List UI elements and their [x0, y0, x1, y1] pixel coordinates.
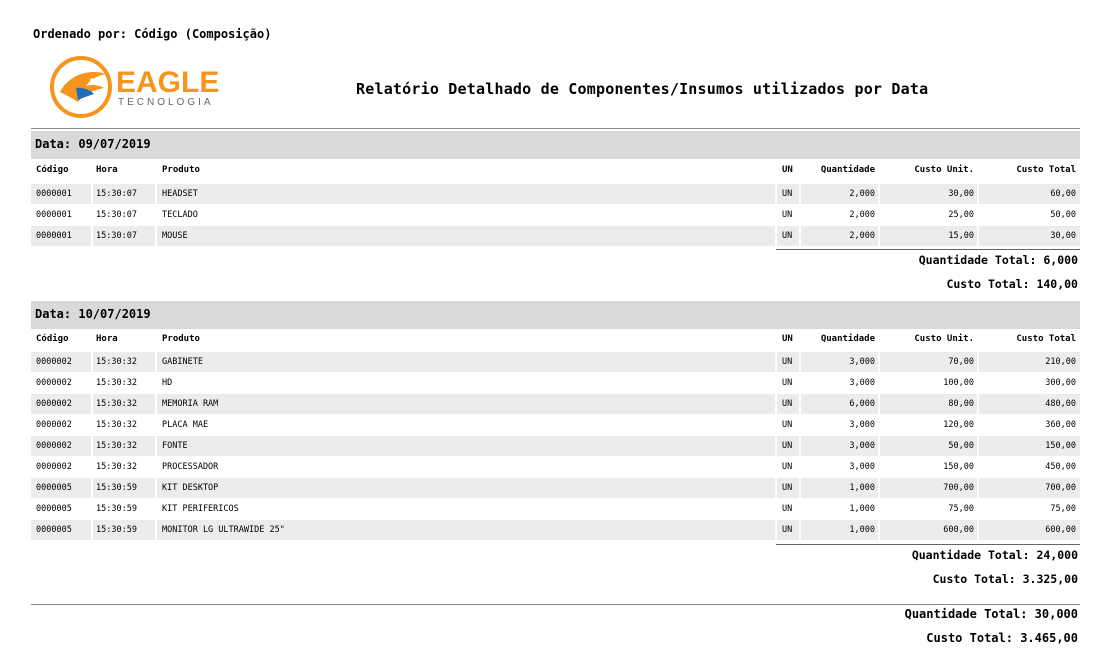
group-quantity-total: Quantidade Total: 24,000	[911, 548, 1078, 562]
cell-codigo: 0000002	[36, 420, 72, 430]
cell-un: UN	[782, 483, 793, 493]
cell-un: UN	[782, 357, 793, 367]
cell-custo_unit: 100,00	[943, 378, 974, 388]
cell-un: UN	[782, 441, 793, 451]
cell-produto: KIT DESKTOP	[162, 483, 219, 493]
cell-un: UN	[782, 525, 793, 535]
cell-custo_unit: 25,00	[948, 210, 974, 220]
cell-custo_unit: 75,00	[948, 504, 974, 514]
cell-codigo: 0000005	[36, 525, 72, 535]
cell-custo_unit: 150,00	[943, 462, 974, 472]
cell-custo_unit: 120,00	[943, 420, 974, 430]
cell-produto: PLACA MAE	[162, 420, 209, 430]
cell-custo_total: 210,00	[1045, 357, 1076, 367]
cell-codigo: 0000005	[36, 483, 72, 493]
cell-un: UN	[782, 210, 793, 220]
date-group-header	[31, 131, 1080, 159]
column-header-codigo: Código	[36, 165, 69, 175]
group-quantity-total: Quantidade Total: 6,000	[918, 253, 1078, 267]
column-header-codigo: Código	[36, 334, 69, 344]
cell-quantidade: 2,000	[849, 189, 875, 199]
table-row	[31, 520, 1080, 541]
table-row	[31, 436, 1080, 457]
cell-codigo: 0000002	[36, 378, 72, 388]
column-header-un: UN	[782, 334, 793, 344]
column-header-hora: Hora	[96, 165, 118, 175]
cell-codigo: 0000002	[36, 357, 72, 367]
cell-un: UN	[782, 420, 793, 430]
cell-hora: 15:30:32	[96, 399, 137, 409]
cell-custo_total: 150,00	[1045, 441, 1076, 451]
cell-produto: KIT PERIFERICOS	[162, 504, 239, 514]
subtotal-divider	[776, 544, 1080, 545]
cell-un: UN	[782, 399, 793, 409]
table-row	[31, 226, 1080, 247]
cell-codigo: 0000002	[36, 462, 72, 472]
date-group-label: Data: 09/07/2019	[35, 137, 151, 151]
cell-produto: MONITOR LG ULTRAWIDE 25"	[162, 525, 285, 535]
column-header-quantidade: Quantidade	[820, 334, 875, 344]
cell-custo_total: 700,00	[1045, 483, 1076, 493]
cell-produto: MEMORIA RAM	[162, 399, 219, 409]
cell-quantidade: 2,000	[849, 231, 875, 241]
cell-un: UN	[782, 462, 793, 472]
cell-custo_unit: 80,00	[948, 399, 974, 409]
cell-codigo: 0000001	[36, 210, 72, 220]
cell-custo_unit: 700,00	[943, 483, 974, 493]
eagle-logo-icon	[48, 54, 228, 120]
cell-quantidade: 3,000	[849, 441, 875, 451]
cell-quantidade: 3,000	[849, 462, 875, 472]
cell-produto: FONTE	[162, 441, 188, 451]
cell-quantidade: 1,000	[849, 525, 875, 535]
cell-hora: 15:30:07	[96, 189, 137, 199]
cell-produto: TECLADO	[162, 210, 198, 220]
header-divider	[31, 128, 1080, 129]
group-cost-total: Custo Total: 3.325,00	[932, 572, 1078, 586]
cell-un: UN	[782, 189, 793, 199]
cell-codigo: 0000001	[36, 189, 72, 199]
cell-un: UN	[782, 378, 793, 388]
cell-hora: 15:30:59	[96, 504, 137, 514]
ordered-by-label: Ordenado por: Código (Composição)	[33, 27, 272, 41]
cell-custo_total: 450,00	[1045, 462, 1076, 472]
cell-quantidade: 2,000	[849, 210, 875, 220]
table-header	[31, 334, 1080, 350]
cell-produto: GABINETE	[162, 357, 203, 367]
cell-codigo: 0000005	[36, 504, 72, 514]
grand-cost-total: Custo Total: 3.465,00	[926, 631, 1078, 645]
column-header-produto: Produto	[162, 165, 200, 175]
column-header-custo_unit: Custo Unit.	[914, 165, 974, 175]
column-header-un: UN	[782, 165, 793, 175]
cell-hora: 15:30:59	[96, 483, 137, 493]
table-row	[31, 499, 1080, 520]
column-header-produto: Produto	[162, 334, 200, 344]
cell-hora: 15:30:59	[96, 525, 137, 535]
cell-quantidade: 1,000	[849, 504, 875, 514]
cell-produto: HEADSET	[162, 189, 198, 199]
cell-custo_unit: 600,00	[943, 525, 974, 535]
column-header-custo_total: Custo Total	[1016, 165, 1076, 175]
cell-custo_unit: 15,00	[948, 231, 974, 241]
cell-quantidade: 3,000	[849, 357, 875, 367]
cell-quantidade: 3,000	[849, 420, 875, 430]
grand-quantity-total: Quantidade Total: 30,000	[904, 607, 1078, 621]
cell-custo_total: 60,00	[1050, 189, 1076, 199]
cell-custo_total: 30,00	[1050, 231, 1076, 241]
subtotal-divider	[776, 249, 1080, 250]
cell-custo_unit: 30,00	[948, 189, 974, 199]
date-group-header	[31, 301, 1080, 329]
cell-hora: 15:30:07	[96, 210, 137, 220]
cell-custo_total: 50,00	[1050, 210, 1076, 220]
table-row	[31, 352, 1080, 373]
grand-total-divider	[31, 604, 1080, 605]
table-row	[31, 415, 1080, 436]
cell-codigo: 0000002	[36, 399, 72, 409]
cell-custo_total: 75,00	[1050, 504, 1076, 514]
logo-name: EAGLE	[116, 66, 220, 99]
table-row	[31, 205, 1080, 226]
cell-quantidade: 1,000	[849, 483, 875, 493]
table-row	[31, 373, 1080, 394]
cell-quantidade: 3,000	[849, 378, 875, 388]
column-header-hora: Hora	[96, 334, 118, 344]
table-header	[31, 165, 1080, 181]
table-row	[31, 394, 1080, 415]
group-cost-total: Custo Total: 140,00	[946, 277, 1078, 291]
column-header-quantidade: Quantidade	[820, 165, 875, 175]
cell-custo_unit: 50,00	[948, 441, 974, 451]
cell-hora: 15:30:32	[96, 357, 137, 367]
cell-custo_total: 360,00	[1045, 420, 1076, 430]
date-group-label: Data: 10/07/2019	[35, 307, 151, 321]
column-header-custo_total: Custo Total	[1016, 334, 1076, 344]
cell-hora: 15:30:32	[96, 441, 137, 451]
report-title: Relatório Detalhado de Componentes/Insumos utilizados por Data	[356, 80, 929, 98]
cell-produto: HD	[162, 378, 173, 388]
cell-codigo: 0000002	[36, 441, 72, 451]
cell-un: UN	[782, 504, 793, 514]
cell-custo_total: 300,00	[1045, 378, 1076, 388]
cell-hora: 15:30:32	[96, 378, 137, 388]
cell-un: UN	[782, 231, 793, 241]
cell-codigo: 0000001	[36, 231, 72, 241]
logo-subtitle: TECNOLOGIA	[118, 97, 214, 108]
table-row	[31, 457, 1080, 478]
table-row	[31, 478, 1080, 499]
cell-hora: 15:30:32	[96, 420, 137, 430]
table-row	[31, 184, 1080, 205]
cell-custo_total: 480,00	[1045, 399, 1076, 409]
column-header-custo_unit: Custo Unit.	[914, 334, 974, 344]
cell-custo_total: 600,00	[1045, 525, 1076, 535]
company-logo	[48, 54, 228, 120]
cell-produto: MOUSE	[162, 231, 188, 241]
cell-hora: 15:30:07	[96, 231, 137, 241]
cell-quantidade: 6,000	[849, 399, 875, 409]
cell-produto: PROCESSADOR	[162, 462, 219, 472]
cell-custo_unit: 70,00	[948, 357, 974, 367]
cell-hora: 15:30:32	[96, 462, 137, 472]
